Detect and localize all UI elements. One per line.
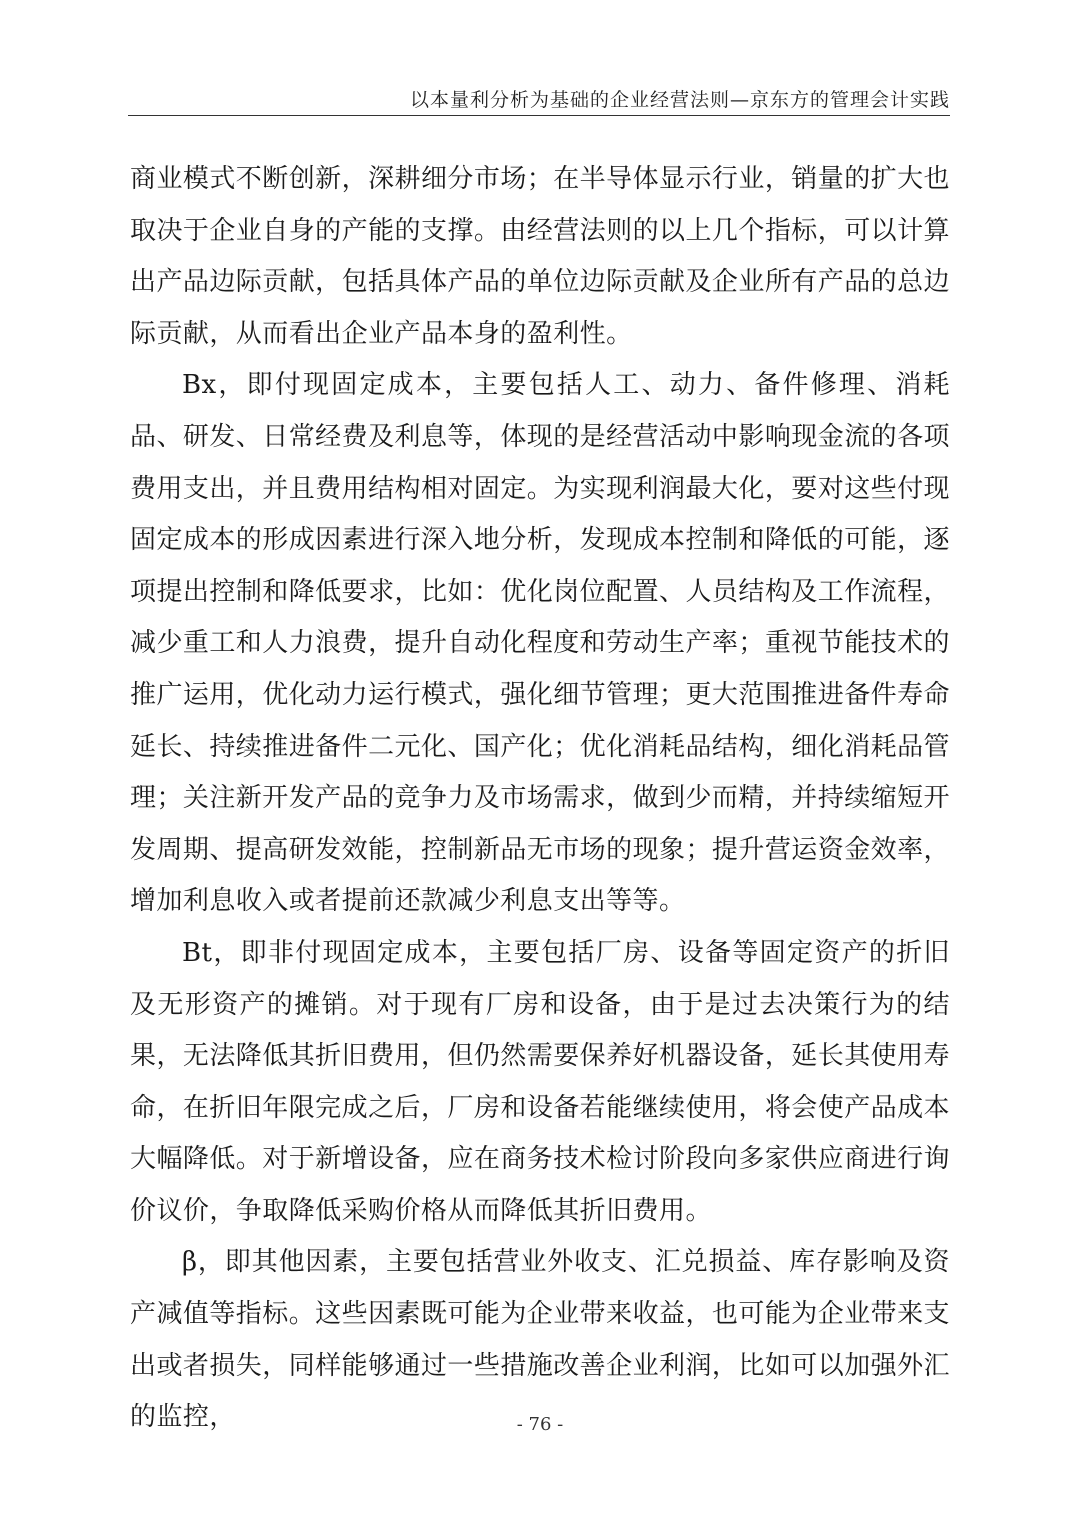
paragraph-beta-other-factors: β，即其他因素，主要包括营业外收支、汇兑损益、库存影响及资产减值等指标。这些因素既可能为企业带来收益，也可能为企业带来支出或者损失，同样能够通过一些措施改善企业利润，比如可以加强外汇的监控， (130, 1247, 950, 1433)
paragraph-bt-noncash-fixed-cost: Bt，即非付现固定成本，主要包括厂房、设备等固定资产的折旧及无形资产的摊销。对于现有厂房和设备，由于是过去决策行为的结果，无法降低其折旧费用，但仍然需要保养好机器设备，延长其使用寿命，在折旧年限完成之后，厂房和设备若能继续使用，将会使产品成本大幅降低。对于新增设备，应在商务技术检讨阶段向多家供应商进行询价议价，争取降低采购价格从而降低其折旧费用。 (130, 937, 950, 1226)
paragraph-bx-cash-fixed-cost: Bx，即付现固定成本，主要包括人工、动力、备件修理、消耗品、研发、日常经费及利息等，体现的是经营活动中影响现金流的各项费用支出，并且费用结构相对固定。为实现利润最大化，要对这些付现固定成本的形成因素进行深入地分析，发现成本控制和降低的可能，逐项提出控制和降低要求，比如：优化岗位配置、人员结构及工作流程，减少重工和人力浪费，提升自动化程度和劳动生产率；重视节能技术的推广运用，优化动力运行模式，强化细节管理；更大范围推进备件寿命延长、持续推进备件二元化、国产化；优化消耗品结构，细化消耗品管理；关注新开发产品的竞争力及市场需求，做到少而精，并持续缩短开发周期、提高研发效能，控制新品无市场的现象；提升营运资金效率，增加利息收入或者提前还款减少利息支出等等。 (130, 370, 950, 917)
page-number: - 76 - (516, 1414, 564, 1435)
body-text (130, 154, 950, 1444)
paragraph-continued-intro: 商业模式不断创新，深耕细分市场；在半导体显示行业，销量的扩大也取决于企业自身的产能的支撑。由经营法则的以上几个指标，可以计算出产品边际贡献，包括具体产品的单位边际贡献及企业所有产品的总边际贡献，从而看出企业产品本身的盈利性。 (130, 164, 950, 349)
header-rule (128, 115, 950, 116)
running-header: 以本量利分析为基础的企业经营法则—京东方的管理会计实践 (409, 89, 950, 111)
